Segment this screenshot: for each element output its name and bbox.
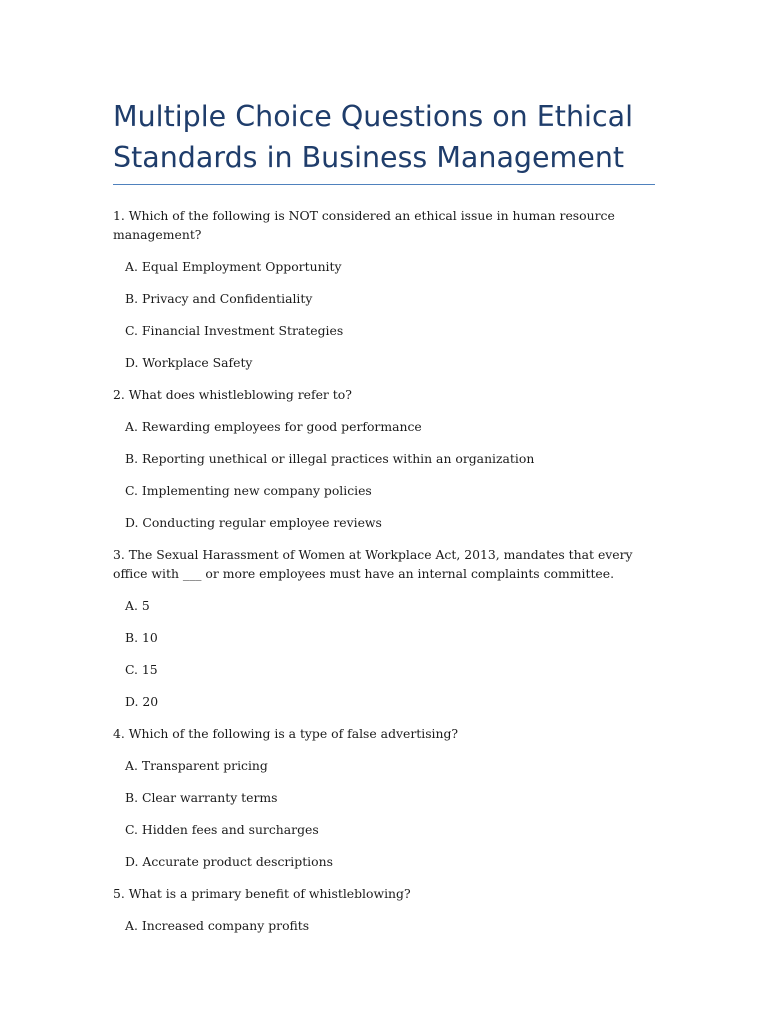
question-text: 5. What is a primary benefit of whistleblowing? bbox=[113, 886, 411, 901]
option-d: D. 20 bbox=[125, 694, 159, 709]
question-text: 3. The Sexual Harassment of Women at Workplace Act, 2013, mandates that every office with ___ or more employees must have an internal complaints committee. bbox=[113, 547, 633, 581]
option-a: A. Equal Employment Opportunity bbox=[125, 259, 342, 274]
question-block-1 bbox=[113, 206, 655, 372]
question-text: 4. Which of the following is a type of false advertising? bbox=[113, 726, 459, 741]
option-a: A. Rewarding employees for good performance bbox=[125, 419, 422, 434]
option-b: B. 10 bbox=[125, 630, 158, 645]
document-page bbox=[113, 96, 655, 948]
option-b: B. Reporting unethical or illegal practices within an organization bbox=[125, 451, 535, 466]
question-list bbox=[113, 206, 655, 935]
option-c: C. Hidden fees and surcharges bbox=[125, 822, 319, 837]
question-text: 1. Which of the following is NOT considered an ethical issue in human resource management? bbox=[113, 208, 615, 242]
question-block-3 bbox=[113, 545, 655, 711]
option-c: C. Implementing new company policies bbox=[125, 483, 372, 498]
option-d: D. Accurate product descriptions bbox=[125, 854, 333, 869]
question-block-5 bbox=[113, 884, 655, 935]
option-d: D. Conducting regular employee reviews bbox=[125, 515, 382, 530]
option-a: A. Increased company profits bbox=[125, 918, 310, 933]
option-c: C. Financial Investment Strategies bbox=[125, 323, 344, 338]
document-title: Multiple Choice Questions on Ethical Standards in Business Management bbox=[113, 100, 633, 174]
option-a: A. Transparent pricing bbox=[125, 758, 268, 773]
option-b: B. Clear warranty terms bbox=[125, 790, 278, 805]
option-d: D. Workplace Safety bbox=[125, 355, 253, 370]
option-a: A. 5 bbox=[125, 598, 150, 613]
title-divider bbox=[113, 184, 655, 185]
question-block-4 bbox=[113, 724, 655, 871]
option-c: C. 15 bbox=[125, 662, 158, 677]
question-text: 2. What does whistleblowing refer to? bbox=[113, 387, 352, 402]
option-b: B. Privacy and Confidentiality bbox=[125, 291, 313, 306]
question-block-2 bbox=[113, 385, 655, 532]
